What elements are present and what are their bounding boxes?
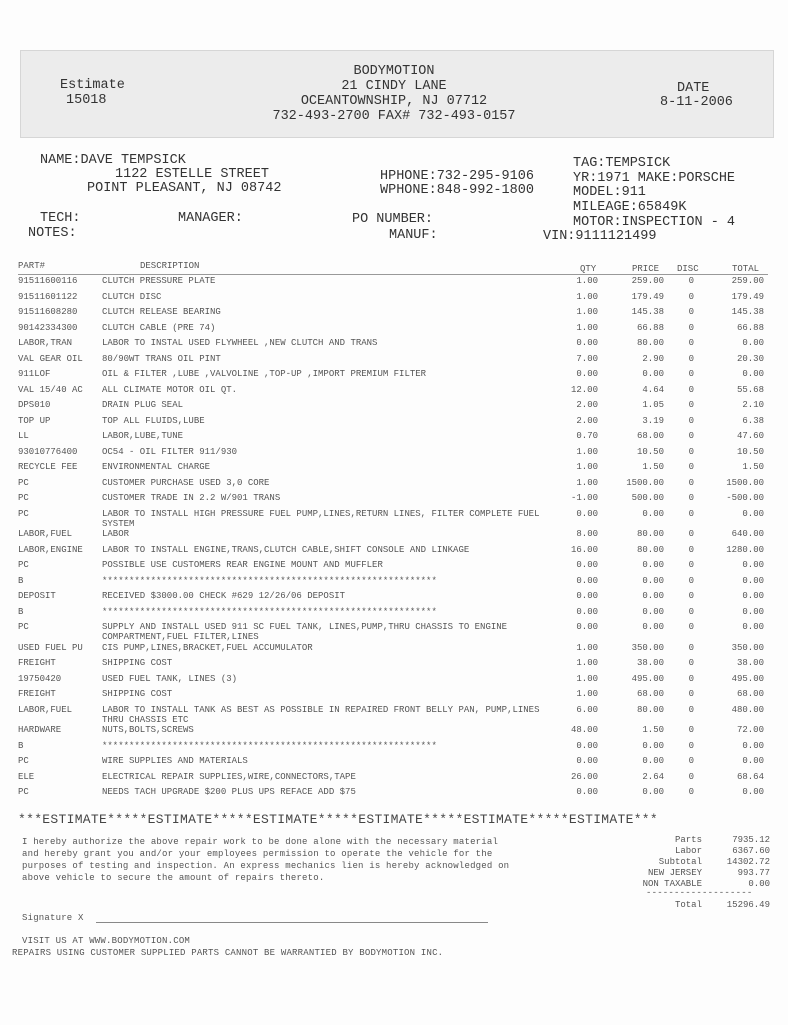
- vehicle-tag: TAG:TEMPSICK: [573, 156, 671, 171]
- line-item-part: 93010776400: [18, 446, 78, 457]
- line-item-part: VAL 15/40 AC: [18, 384, 83, 395]
- line-item-row: [0, 529, 788, 544]
- line-item-disc: 0: [688, 477, 694, 488]
- line-item-price: 0.00: [642, 560, 664, 570]
- line-item-part: PC: [18, 787, 29, 797]
- line-item-price: 259.00: [631, 276, 664, 286]
- line-item-row: [0, 741, 788, 756]
- line-item-total: 0.00: [742, 606, 764, 617]
- line-item-price: 1.50: [642, 725, 664, 735]
- line-item-qty: 0.00: [576, 560, 598, 570]
- line-item-row: [0, 674, 788, 689]
- vehicle-model: MODEL:911: [573, 185, 646, 200]
- line-item-description: CLUTCH CABLE (PRE 74): [102, 322, 216, 333]
- line-item-description: CLUTCH DISC: [102, 291, 162, 302]
- home-phone: HPHONE:732-295-9106: [380, 169, 534, 184]
- line-item-price: 66.88: [636, 322, 664, 333]
- line-item-price: 0.00: [642, 740, 664, 751]
- line-item-row: [0, 607, 788, 622]
- line-item-part: LABOR,FUEL: [18, 529, 73, 539]
- line-item-price: 1.05: [642, 400, 664, 410]
- line-item-description: NUTS,BOLTS,SCREWS: [102, 725, 194, 735]
- line-item-price: 145.38: [631, 307, 664, 317]
- line-item-disc: 0: [688, 560, 694, 570]
- line-item-disc: 0: [688, 307, 694, 317]
- line-item-disc: 0: [688, 606, 694, 617]
- line-item-qty: 1.00: [576, 642, 598, 653]
- col-disc: DISC: [677, 264, 699, 274]
- line-item-description: **************************************************************: [102, 740, 437, 751]
- date-label: DATE: [677, 81, 710, 96]
- line-item-disc: 0: [688, 591, 694, 601]
- vehicle-vin: VIN:9111121499: [543, 229, 657, 244]
- line-item-price: 0.00: [642, 606, 664, 617]
- line-item-description: LABOR TO INSTALL ENGINE,TRANS,CLUTCH CABLE,SHIFT CONSOLE AND LINKAGE: [102, 544, 470, 555]
- line-item-total: 10.50: [736, 446, 764, 457]
- line-item-disc: 0: [688, 400, 694, 410]
- line-item-row: [0, 276, 788, 291]
- col-price: PRICE: [632, 264, 660, 274]
- line-item-total: 0.00: [742, 740, 764, 751]
- line-item-disc: 0: [688, 622, 694, 632]
- line-item-part: 91511608280: [18, 307, 78, 317]
- line-item-description: LABOR TO INSTAL USED FLYWHEEL ,NEW CLUTCH AND TRANS: [102, 338, 378, 348]
- line-item-price: 2.90: [642, 353, 664, 364]
- line-item-disc: 0: [688, 508, 694, 519]
- line-item-qty: -1.00: [570, 493, 598, 503]
- line-item-qty: 1.00: [576, 307, 598, 317]
- line-item-disc: 0: [688, 529, 694, 539]
- line-item-qty: 0.00: [576, 756, 598, 766]
- line-item-price: 179.49: [631, 291, 664, 302]
- line-item-disc: 0: [688, 338, 694, 348]
- line-item-part: DPS010: [18, 400, 51, 410]
- vehicle-mileage: MILEAGE:65849K: [573, 200, 687, 215]
- line-item-description: ELECTRICAL REPAIR SUPPLIES,WIRE,CONNECTORS,TAPE: [102, 771, 356, 782]
- line-item-part: LABOR,FUEL: [18, 704, 73, 715]
- line-item-description: SUPPLY AND INSTALL USED 911 SC FUEL TANK, LINES,PUMP,THRU CHASSIS TO ENGINE COMPARTMENT,FUEL FILTER,LINES: [102, 622, 508, 642]
- line-item-row: [0, 658, 788, 673]
- line-item-total: -500.00: [726, 493, 764, 503]
- line-item-description: TOP ALL FLUIDS,LUBE: [102, 415, 205, 426]
- line-item-disc: 0: [688, 673, 694, 684]
- line-item-description: 80/90WT TRANS OIL PINT: [102, 353, 221, 364]
- line-item-price: 2.64: [642, 771, 664, 782]
- line-item-qty: 1.00: [576, 276, 598, 286]
- line-item-row: [0, 756, 788, 771]
- line-item-qty: 12.00: [570, 384, 598, 395]
- line-item-total: 20.30: [736, 353, 764, 364]
- line-item-part: FREIGHT: [18, 658, 56, 668]
- nj-tax-label: NEW JERSEY: [647, 868, 702, 878]
- line-item-total: 72.00: [736, 725, 764, 735]
- line-item-description: LABOR TO INSTALL TANK AS BEST AS POSSIBLE IN REPAIRED FRONT BELLY PAN, PUMP,LINES THRU CHASSIS ETC: [102, 704, 540, 725]
- line-item-qty: 0.00: [576, 508, 598, 519]
- line-item-description: POSSIBLE USE CUSTOMERS REAR ENGINE MOUNT AND MUFFLER: [102, 560, 383, 570]
- line-item-part: LABOR,ENGINE: [18, 544, 83, 555]
- line-item-price: 0.00: [642, 369, 664, 379]
- line-item-total: 0.00: [742, 622, 764, 632]
- line-item-price: 80.00: [636, 338, 664, 348]
- non-taxable-label: NON TAXABLE: [642, 879, 702, 889]
- line-item-description: OC54 - OIL FILTER 911/930: [102, 446, 238, 457]
- line-item-total: 0.00: [742, 787, 764, 797]
- total-value: 15296.49: [726, 900, 770, 910]
- signature-line: [96, 922, 488, 923]
- line-item-price: 1.50: [642, 462, 664, 472]
- line-item-description: **************************************************************: [102, 575, 437, 586]
- line-item-row: [0, 292, 788, 307]
- line-item-row: [0, 338, 788, 353]
- line-item-disc: 0: [688, 276, 694, 286]
- line-item-total: 179.49: [731, 291, 764, 302]
- line-item-price: 0.00: [642, 591, 664, 601]
- line-item-disc: 0: [688, 740, 694, 751]
- nj-tax-value: 993.77: [737, 868, 770, 878]
- customer-city: POINT PLEASANT, NJ 08742: [87, 181, 282, 196]
- labor-label: Labor: [674, 846, 702, 856]
- authorization-text: I hereby authorize the above repair work to be done alone with the necessary material and hereby grant you and/or your employees permission to operate the vehicle for the purposes of testing and inspection. An express mechanics lien is hereby acknowledged on above vehicle to secure the amount of repairs thereto.: [22, 837, 510, 883]
- po-number-label: PO NUMBER:: [352, 212, 434, 227]
- line-item-disc: 0: [688, 787, 694, 797]
- notes-label: NOTES:: [28, 226, 77, 241]
- line-item-total: 0.00: [742, 369, 764, 379]
- line-item-description: ENVIRONMENTAL CHARGE: [102, 462, 211, 472]
- line-item-disc: 0: [688, 291, 694, 302]
- line-item-part: B: [18, 606, 24, 617]
- estimate-label: Estimate: [60, 78, 125, 93]
- line-item-row: [0, 787, 788, 802]
- col-part: PART#: [18, 261, 46, 271]
- subtotal-value: 14302.72: [726, 857, 770, 867]
- line-item-part: B: [18, 740, 24, 751]
- line-item-row: [0, 478, 788, 493]
- line-item-price: 495.00: [631, 673, 664, 684]
- line-item-description: CUSTOMER TRADE IN 2.2 W/901 TRANS: [102, 493, 281, 503]
- line-item-price: 68.00: [636, 431, 664, 441]
- manuf-label: MANUF:: [389, 228, 438, 243]
- line-item-price: 0.00: [642, 756, 664, 766]
- line-item-disc: 0: [688, 725, 694, 735]
- line-item-part: PC: [18, 560, 29, 570]
- line-item-price: 80.00: [636, 529, 664, 539]
- line-item-qty: 1.00: [576, 462, 598, 472]
- line-item-part: USED FUEL PU: [18, 642, 83, 653]
- tech-label: TECH:: [40, 211, 81, 226]
- line-item-total: 55.68: [736, 384, 764, 395]
- line-item-total: 2.10: [742, 400, 764, 410]
- line-item-total: 38.00: [736, 658, 764, 668]
- line-item-price: 10.50: [636, 446, 664, 457]
- line-item-row: [0, 416, 788, 431]
- line-item-total: 1280.00: [726, 544, 764, 555]
- line-item-description: SHIPPING COST: [102, 689, 173, 699]
- line-item-description: LABOR,LUBE,TUNE: [102, 431, 184, 441]
- line-item-row: [0, 560, 788, 575]
- line-item-qty: 0.00: [576, 591, 598, 601]
- line-item-description: CUSTOMER PURCHASE USED 3,0 CORE: [102, 477, 270, 488]
- labor-value: 6367.60: [732, 846, 770, 856]
- line-item-price: 0.00: [642, 508, 664, 519]
- line-item-disc: 0: [688, 384, 694, 395]
- summary-dashes: -------------------: [646, 888, 753, 898]
- manager-label: MANAGER:: [178, 211, 243, 226]
- customer-name: NAME:DAVE TEMPSICK: [40, 153, 186, 168]
- line-item-row: [0, 493, 788, 508]
- line-item-row: [0, 772, 788, 787]
- line-item-price: 80.00: [636, 544, 664, 555]
- line-item-part: 91511600116: [18, 276, 78, 286]
- line-item-disc: 0: [688, 462, 694, 472]
- line-item-row: [0, 704, 788, 725]
- line-item-disc: 0: [688, 771, 694, 782]
- line-item-qty: 1.00: [576, 689, 598, 699]
- line-item-qty: 0.00: [576, 606, 598, 617]
- line-item-row: [0, 508, 788, 529]
- line-item-total: 640.00: [731, 529, 764, 539]
- line-item-total: 0.00: [742, 338, 764, 348]
- line-item-part: 19750420: [18, 673, 62, 684]
- parts-value: 7935.12: [732, 835, 770, 845]
- work-phone: WPHONE:848-992-1800: [380, 183, 534, 198]
- customer-street: 1122 ESTELLE STREET: [115, 167, 269, 182]
- line-item-price: 3.19: [642, 415, 664, 426]
- line-item-part: PC: [18, 477, 29, 488]
- line-item-disc: 0: [688, 658, 694, 668]
- total-label: Total: [674, 900, 702, 910]
- col-description: DESCRIPTION: [140, 261, 200, 271]
- line-item-qty: 0.00: [576, 787, 598, 797]
- line-item-total: 259.00: [731, 276, 764, 286]
- line-item-qty: 1.00: [576, 673, 598, 684]
- line-item-part: 90142334300: [18, 322, 78, 333]
- line-item-disc: 0: [688, 544, 694, 555]
- line-item-price: 0.00: [642, 787, 664, 797]
- line-item-qty: 1.00: [576, 322, 598, 333]
- line-item-qty: 16.00: [570, 544, 598, 555]
- line-item-total: 0.00: [742, 560, 764, 570]
- line-item-price: 80.00: [636, 704, 664, 715]
- estimate-banner: ***ESTIMATE*****ESTIMATE*****ESTIMATE*****ESTIMATE*****ESTIMATE*****ESTIMATE***: [18, 812, 658, 827]
- subtotal-label: Subtotal: [658, 857, 702, 867]
- line-item-price: 0.00: [642, 622, 664, 632]
- line-item-disc: 0: [688, 704, 694, 715]
- line-item-disc: 0: [688, 431, 694, 441]
- line-item-qty: 2.00: [576, 415, 598, 426]
- line-item-total: 0.00: [742, 591, 764, 601]
- line-item-description: SHIPPING COST: [102, 658, 173, 668]
- parts-label: Parts: [674, 835, 702, 845]
- line-item-description: WIRE SUPPLIES AND MATERIALS: [102, 756, 248, 766]
- line-item-description: RECEIVED $3000.00 CHECK #629 12/26/06 DEPOSIT: [102, 591, 346, 601]
- line-item-qty: 6.00: [576, 704, 598, 715]
- line-item-description: CIS PUMP,LINES,BRACKET,FUEL ACCUMULATOR: [102, 642, 313, 653]
- line-item-disc: 0: [688, 575, 694, 586]
- line-item-total: 0.00: [742, 575, 764, 586]
- line-item-total: 495.00: [731, 673, 764, 684]
- line-item-row: [0, 385, 788, 400]
- line-item-row: [0, 591, 788, 606]
- line-item-total: 0.00: [742, 756, 764, 766]
- line-item-disc: 0: [688, 369, 694, 379]
- line-item-qty: 1.00: [576, 446, 598, 457]
- line-item-price: 0.00: [642, 575, 664, 586]
- line-item-part: PC: [18, 493, 29, 503]
- line-item-part: PC: [18, 622, 29, 632]
- line-item-disc: 0: [688, 756, 694, 766]
- signature-label: Signature X: [22, 913, 84, 923]
- line-item-total: 145.38: [731, 307, 764, 317]
- line-item-row: [0, 643, 788, 658]
- company-address2: OCEANTOWNSHIP, NJ 07712: [300, 94, 488, 109]
- line-item-part: 91511601122: [18, 291, 78, 302]
- line-item-part: RECYCLE FEE: [18, 462, 78, 472]
- non-taxable-value: 0.00: [748, 879, 770, 889]
- line-item-price: 68.00: [636, 689, 664, 699]
- line-item-part: B: [18, 575, 24, 586]
- line-item-disc: 0: [688, 689, 694, 699]
- line-item-qty: 7.00: [576, 353, 598, 364]
- line-item-description: **************************************************************: [102, 606, 437, 617]
- estimate-number: 15018: [66, 93, 107, 108]
- line-item-total: 47.60: [736, 431, 764, 441]
- footer-disclaimer: REPAIRS USING CUSTOMER SUPPLIED PARTS CANNOT BE WARRANTIED BY BODYMOTION INC.: [12, 948, 444, 958]
- line-item-row: [0, 323, 788, 338]
- footer-website: VISIT US AT WWW.BODYMOTION.COM: [22, 936, 191, 946]
- line-item-part: TOP UP: [18, 415, 51, 426]
- line-item-qty: 1.00: [576, 291, 598, 302]
- line-item-qty: 2.00: [576, 400, 598, 410]
- line-item-description: OIL & FILTER ,LUBE ,VALVOLINE ,TOP-UP ,IMPORT PREMIUM FILTER: [102, 369, 427, 379]
- line-item-row: [0, 576, 788, 591]
- line-item-qty: 1.00: [576, 477, 598, 488]
- line-item-row: [0, 447, 788, 462]
- line-item-price: 38.00: [636, 658, 664, 668]
- line-item-description: CLUTCH RELEASE BEARING: [102, 307, 221, 317]
- line-item-row: [0, 307, 788, 322]
- company-phone-fax: 732-493-2700 FAX# 732-493-0157: [272, 109, 516, 124]
- line-item-description: LABOR TO INSTALL HIGH PRESSURE FUEL PUMP,LINES,RETURN LINES, FILTER COMPLETE FUEL SYSTEM: [102, 508, 540, 529]
- line-item-part: PC: [18, 756, 29, 766]
- company-name: BODYMOTION: [353, 64, 435, 79]
- line-item-price: 4.64: [642, 384, 664, 395]
- line-item-qty: 0.00: [576, 622, 598, 632]
- line-item-qty: 26.00: [570, 771, 598, 782]
- line-item-part: 911LOF: [18, 369, 51, 379]
- line-item-row: [0, 689, 788, 704]
- company-address1: 21 CINDY LANE: [341, 79, 447, 94]
- line-item-part: PC: [18, 508, 29, 519]
- line-item-total: 1500.00: [726, 477, 764, 488]
- line-item-qty: 48.00: [570, 725, 598, 735]
- line-item-qty: 0.00: [576, 338, 598, 348]
- line-item-row: [0, 725, 788, 740]
- line-item-description: CLUTCH PRESSURE PLATE: [102, 276, 216, 286]
- line-item-description: USED FUEL TANK, LINES (3): [102, 673, 238, 684]
- line-item-total: 480.00: [731, 704, 764, 715]
- line-item-description: LABOR: [102, 529, 130, 539]
- line-item-part: LL: [18, 431, 29, 441]
- line-item-part: ELE: [18, 771, 35, 782]
- line-item-qty: 8.00: [576, 529, 598, 539]
- line-item-row: [0, 400, 788, 415]
- line-item-total: 6.38: [742, 415, 764, 426]
- col-qty: QTY: [580, 264, 597, 274]
- line-item-row: [0, 369, 788, 384]
- line-item-disc: 0: [688, 446, 694, 457]
- line-item-qty: 0.00: [576, 740, 598, 751]
- line-item-total: 1.50: [742, 462, 764, 472]
- line-item-disc: 0: [688, 642, 694, 653]
- line-item-qty: 0.00: [576, 575, 598, 586]
- line-item-disc: 0: [688, 493, 694, 503]
- col-total: TOTAL: [732, 264, 760, 274]
- line-item-row: [0, 431, 788, 446]
- vehicle-year-make: YR:1971 MAKE:PORSCHE: [573, 171, 736, 186]
- line-item-total: 350.00: [731, 642, 764, 653]
- line-item-total: 0.00: [742, 508, 764, 519]
- line-item-description: DRAIN PLUG SEAL: [102, 400, 184, 410]
- line-item-description: ALL CLIMATE MOTOR OIL QT.: [102, 384, 238, 395]
- line-item-price: 1500.00: [626, 477, 664, 488]
- line-item-disc: 0: [688, 353, 694, 364]
- date-value: 8-11-2006: [660, 95, 733, 110]
- line-item-total: 68.64: [736, 771, 764, 782]
- line-item-disc: 0: [688, 322, 694, 333]
- line-item-price: 500.00: [631, 493, 664, 503]
- line-item-part: FREIGHT: [18, 689, 56, 699]
- line-item-description: NEEDS TACH UPGRADE $200 PLUS UPS REFACE ADD $75: [102, 787, 356, 797]
- line-item-total: 68.00: [736, 689, 764, 699]
- line-item-row: [0, 545, 788, 560]
- line-item-row: [0, 462, 788, 477]
- line-item-qty: 0.00: [576, 369, 598, 379]
- line-item-disc: 0: [688, 415, 694, 426]
- line-item-total: 66.88: [736, 322, 764, 333]
- line-item-row: [0, 354, 788, 369]
- line-item-part: LABOR,TRAN: [18, 338, 73, 348]
- line-item-part: DEPOSIT: [18, 591, 56, 601]
- line-item-part: VAL GEAR OIL: [18, 353, 83, 364]
- line-item-price: 350.00: [631, 642, 664, 653]
- vehicle-motor: MOTOR:INSPECTION - 4: [573, 215, 736, 230]
- line-item-part: HARDWARE: [18, 725, 62, 735]
- line-item-qty: 1.00: [576, 658, 598, 668]
- line-item-qty: 0.70: [576, 431, 598, 441]
- line-item-row: [0, 622, 788, 642]
- header-rule: [18, 274, 768, 275]
